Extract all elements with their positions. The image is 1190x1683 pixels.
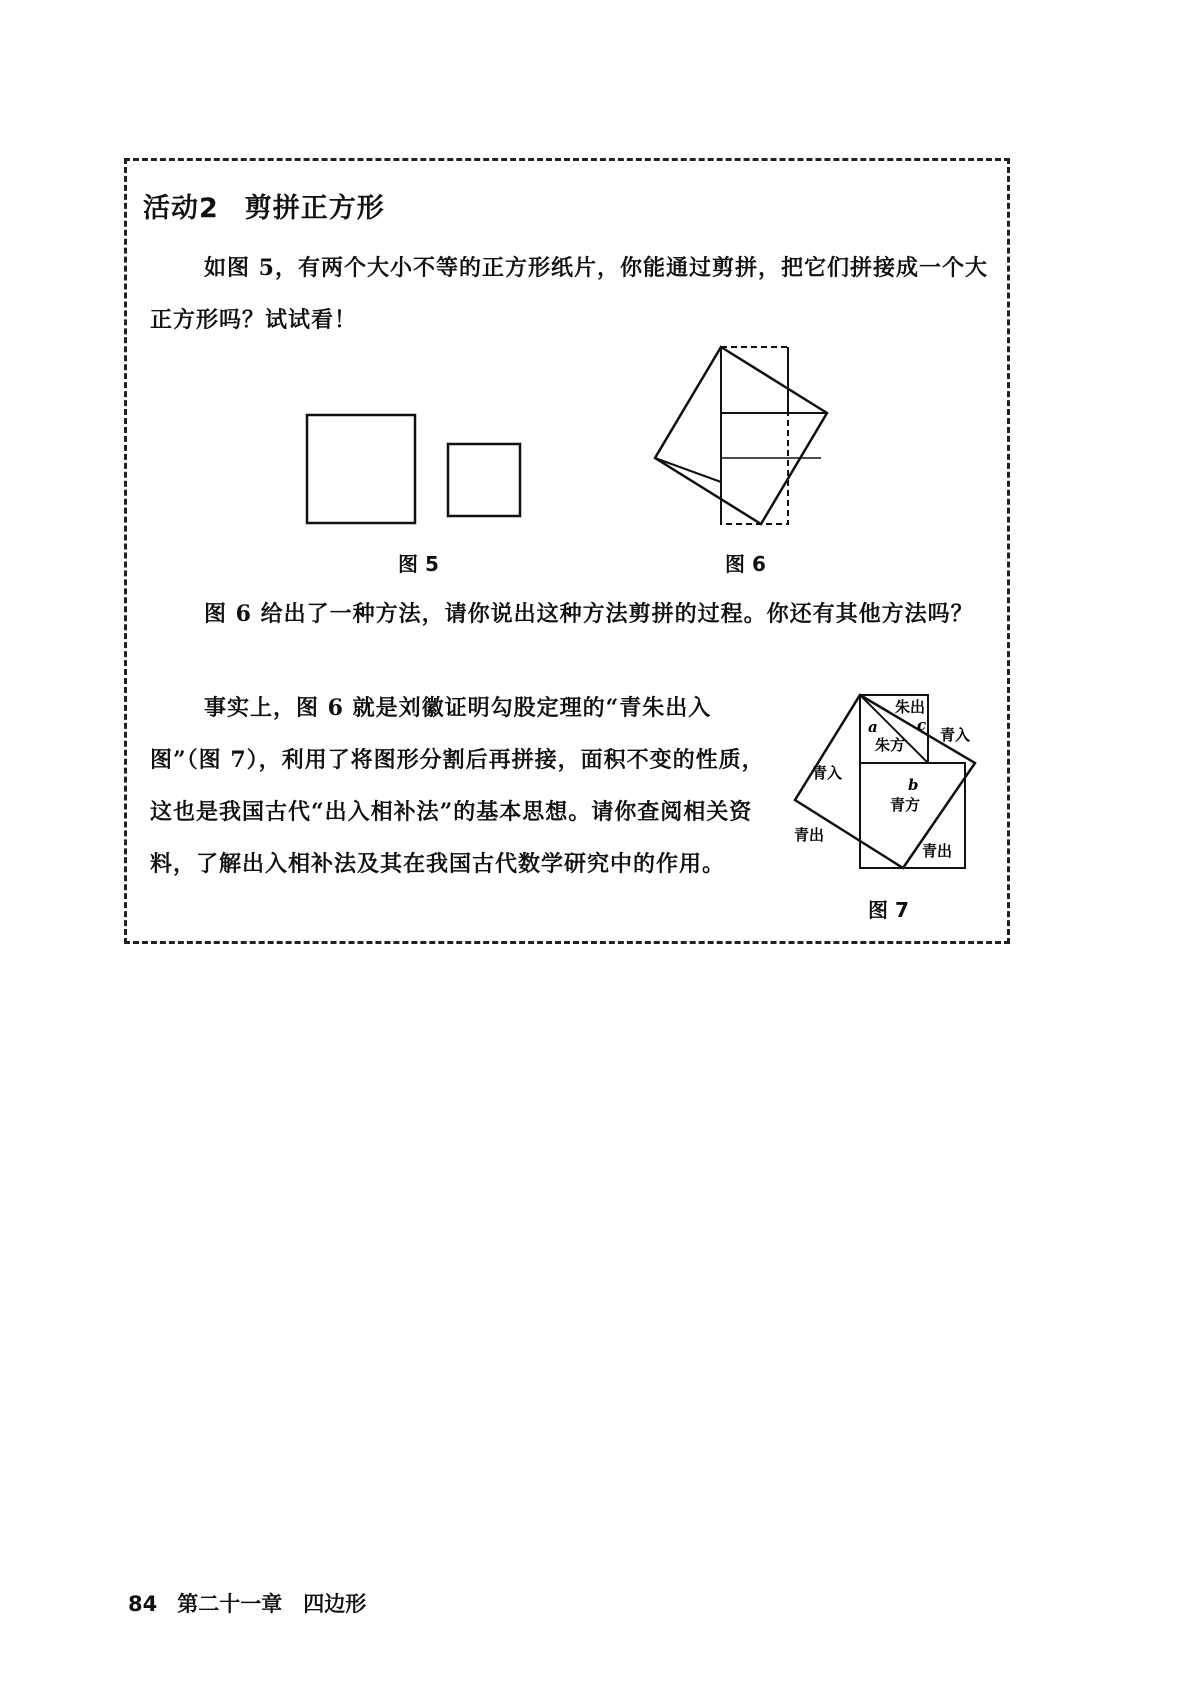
large-square [307, 415, 415, 523]
figure-7-caption: 图 7 [868, 898, 909, 922]
paragraph-history: 事实上，图 6 就是刘徽证明勾股定理的“青朱出入图”（图 7），利用了将图形分割后再拼接，面积不变的性质，这也是我国古代“出入相补法”的基本思想。请你查阅相关资料，了解出入相补法及其在我国古代数学研究中的作用。 [150, 695, 765, 877]
figure-6-caption: 图 6 [725, 552, 766, 576]
label-a: a [868, 718, 878, 736]
small-square [448, 444, 520, 516]
label-b: b [908, 776, 919, 794]
label-qing-fang: 青方 [890, 796, 921, 814]
figure-7 [790, 690, 990, 880]
page-number: 84 [128, 1592, 158, 1616]
label-c: c [917, 716, 927, 734]
label-qing-chu-left: 青出 [794, 826, 825, 844]
figure-6 [645, 340, 845, 540]
activity-name: 剪拼正方形 [244, 193, 385, 224]
page-footer [128, 1588, 366, 1618]
assembled-square [655, 347, 827, 524]
label-qing-ru-right: 青入 [940, 726, 971, 744]
activity-title [143, 186, 385, 225]
label-zhu-fang: 朱方 [875, 736, 906, 754]
label-qing-chu-bottom: 青出 [922, 842, 953, 860]
figure-5 [280, 400, 530, 535]
figure-5-caption: 图 5 [398, 552, 439, 576]
paragraph-method: 图 6 给出了一种方法，请你说出这种方法剪拼的过程。你还有其他方法吗？ [204, 601, 974, 627]
paragraph-intro: 如图 5，有两个大小不等的正方形纸片，你能通过剪拼，把它们拼接成一个大正方形吗？试试看！ [150, 255, 988, 333]
chapter-title: 第二十一章 四边形 [177, 1592, 367, 1616]
activity-number: 活动2 [143, 193, 219, 224]
label-qing-ru-left: 青入 [812, 764, 843, 782]
label-zhu-chu: 朱出 [895, 698, 926, 716]
